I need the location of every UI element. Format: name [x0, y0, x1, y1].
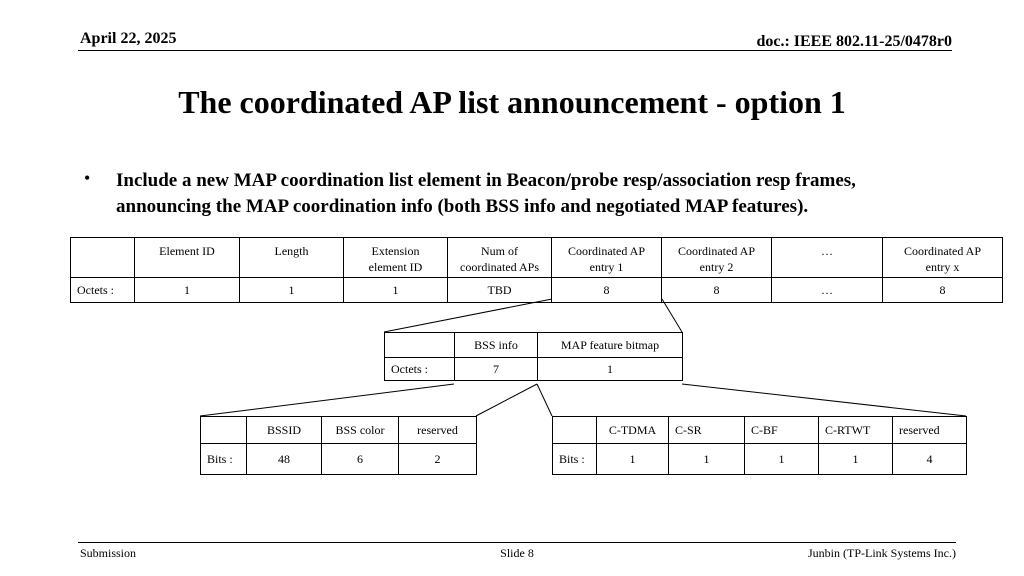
header-cell-empty [553, 417, 597, 444]
header-cell: Num of coordinated APs [448, 238, 552, 278]
bullet-line-1: Include a new MAP coordination list element in Beacon/probe resp/association resp frames, [116, 170, 856, 191]
value-cell: 1 [669, 444, 745, 475]
connector-line [662, 299, 682, 332]
footer-submission: Submission [80, 546, 137, 560]
header-cell: C-SR [669, 417, 745, 444]
value-cell: TBD [448, 278, 552, 303]
row-label: Bits : [553, 444, 597, 475]
table-header-row [71, 238, 1003, 278]
value-cell: 1 [597, 444, 669, 475]
header-cell: Length [240, 238, 344, 278]
row-label: Octets : [385, 358, 455, 381]
value-cell: 1 [538, 358, 683, 381]
header-cell: Element ID [135, 238, 240, 278]
header-date: April 22, 2025 [80, 30, 177, 47]
connector-line [200, 384, 454, 416]
connector-line [384, 299, 552, 332]
header-cell: Extension element ID [344, 238, 448, 278]
value-cell: 7 [455, 358, 538, 381]
value-cell: 8 [883, 278, 1003, 303]
header-cell: … [772, 238, 883, 278]
value-cell: 4 [893, 444, 967, 475]
header-cell: BSSID [247, 417, 322, 444]
value-cell: 8 [552, 278, 662, 303]
bullet-line-2: announcing the MAP coordination info (both BSS info and negotiated MAP features). [116, 196, 809, 217]
connector-line [476, 384, 537, 416]
header-cell: C-TDMA [597, 417, 669, 444]
map-feature-bitmap-table [552, 416, 967, 475]
row-label: Octets : [71, 278, 135, 303]
value-cell: 1 [819, 444, 893, 475]
value-cell: 2 [399, 444, 477, 475]
bss-info-table [200, 416, 477, 475]
value-cell: … [772, 278, 883, 303]
value-cell: 1 [344, 278, 448, 303]
header-cell-empty [71, 238, 135, 278]
table-row [71, 278, 1003, 303]
header-cell-empty [201, 417, 247, 444]
value-cell: 1 [240, 278, 344, 303]
element-format-table [70, 237, 1003, 303]
header-cell-empty [385, 333, 455, 358]
table-row [385, 358, 683, 381]
header-cell: Coordinated AP entry 1 [552, 238, 662, 278]
value-cell: 1 [745, 444, 819, 475]
row-label: Bits : [201, 444, 247, 475]
table-row [553, 444, 967, 475]
table-row [201, 444, 477, 475]
footer-divider [78, 542, 956, 543]
ap-entry-table [384, 332, 683, 381]
header-cell: Coordinated AP entry 2 [662, 238, 772, 278]
table-header-row [385, 333, 683, 358]
footer-author: Junbin (TP-Link Systems Inc.) [808, 546, 956, 560]
slide-title: The coordinated AP list announcement - option 1 [178, 84, 846, 120]
header-cell: Coordinated AP entry x [883, 238, 1003, 278]
value-cell: 6 [322, 444, 399, 475]
header-cell: MAP feature bitmap [538, 333, 683, 358]
table-header-row [201, 417, 477, 444]
header-cell: C-RTWT [819, 417, 893, 444]
header-cell: reserved [893, 417, 967, 444]
value-cell: 1 [135, 278, 240, 303]
value-cell: 8 [662, 278, 772, 303]
header-cell: C-BF [745, 417, 819, 444]
header-cell: reserved [399, 417, 477, 444]
footer-slide-number: Slide 8 [500, 546, 534, 560]
table-header-row [553, 417, 967, 444]
value-cell: 48 [247, 444, 322, 475]
header-doc-id: doc.: IEEE 802.11-25/0478r0 [756, 33, 952, 50]
connector-line [682, 384, 966, 416]
header-cell: BSS info [455, 333, 538, 358]
bullet-marker: • [84, 168, 91, 188]
connector-line [537, 384, 552, 416]
header-cell: BSS color [322, 417, 399, 444]
